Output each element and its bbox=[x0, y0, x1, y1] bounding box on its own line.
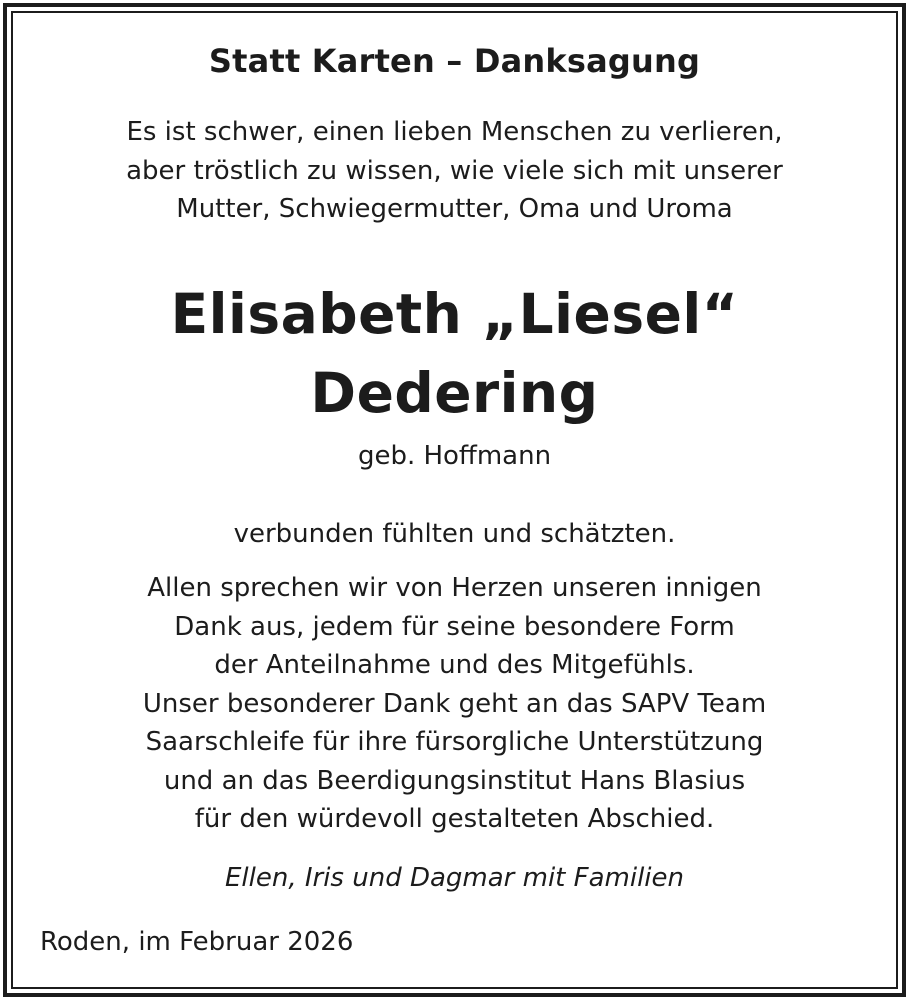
thanks-line: Unser besonderer Dank geht an das SAPV Team bbox=[142, 688, 767, 719]
thanks-line: Dank aus, jedem für seine besondere Form bbox=[174, 611, 735, 642]
notice-heading: Statt Karten – Danksagung bbox=[208, 42, 701, 80]
intro-line: aber tröstlich zu wissen, wie viele sich mit unserer bbox=[126, 155, 783, 186]
connected-line: verbunden fühlten und schätzten. bbox=[233, 519, 676, 549]
thanks-line: der Anteilnahme und des Mitgefühls. bbox=[214, 650, 695, 680]
thanks-line: und an das Beerdigungsinstitut Hans Blasius bbox=[163, 765, 746, 796]
thanks-line: Saarschleife für ihre fürsorgliche Unterstützung bbox=[145, 727, 764, 757]
deceased-first-name: Elisabeth „Liesel“ bbox=[170, 282, 739, 346]
family-signature: Ellen, Iris und Dagmar mit Familien bbox=[224, 863, 685, 893]
deceased-name bbox=[13, 275, 896, 433]
intro-line: Mutter, Schwiegermutter, Oma und Uroma bbox=[176, 194, 733, 224]
intro-line: Es ist schwer, einen lieben Menschen zu verlieren, bbox=[126, 117, 783, 147]
obituary-notice bbox=[13, 13, 896, 987]
thanks-paragraph bbox=[13, 569, 896, 839]
maiden-name: geb. Hoffmann bbox=[357, 441, 552, 471]
deceased-surname: Dedering bbox=[310, 361, 599, 425]
thanks-line: für den würdevoll gestalteten Abschied. bbox=[194, 804, 715, 834]
thanks-line: Allen sprechen wir von Herzen unseren innigen bbox=[147, 573, 762, 603]
intro-paragraph bbox=[13, 113, 896, 229]
place-and-date: Roden, im Februar 2026 bbox=[40, 927, 354, 957]
